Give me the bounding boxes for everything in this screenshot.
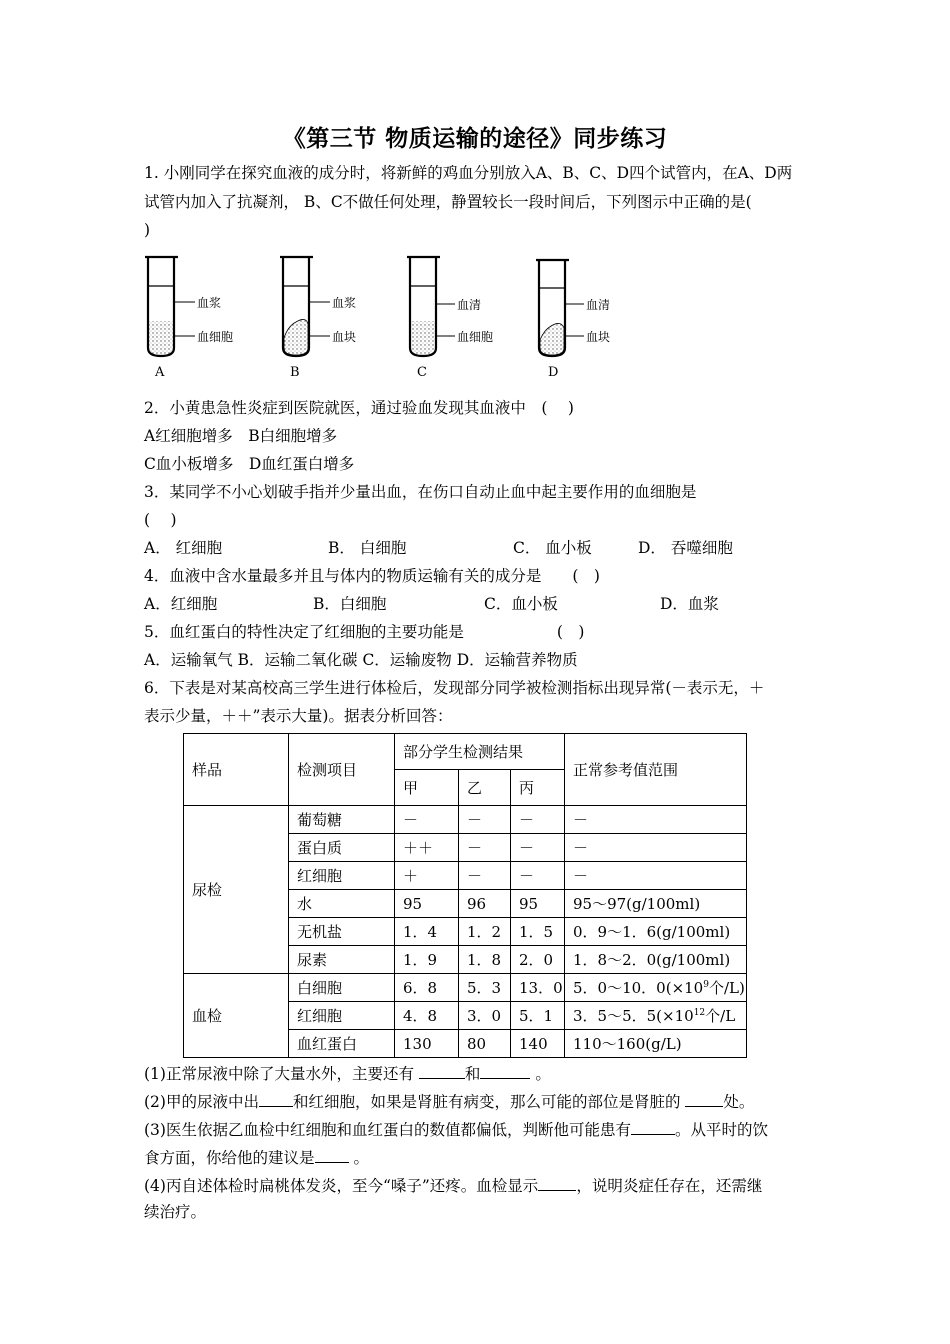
tube-b-bottom-label: 血块 bbox=[332, 330, 357, 344]
cell-value: 13．0 bbox=[511, 974, 565, 1002]
tube-a-letter: A bbox=[155, 365, 165, 380]
tube-c bbox=[407, 257, 455, 356]
cell-value: 1．2 bbox=[459, 918, 511, 946]
table-row bbox=[184, 974, 747, 1002]
q3-stem: 3．某同学不小心划破手指并少量出血，在伤口自动止血中起主要作用的血细胞是 bbox=[144, 483, 697, 501]
cell-item: 红细胞 bbox=[289, 1002, 395, 1030]
q3-paren: ( ) bbox=[144, 511, 177, 529]
q4-option-c: C．血小板 bbox=[484, 595, 558, 613]
q5-options: A．运输氧气 B．运输二氧化碳 C．运输废物 D．运输营养物质 bbox=[144, 651, 578, 669]
cell-normal: － bbox=[565, 834, 747, 862]
test-tube-figure bbox=[140, 252, 620, 387]
page-title: 《第三节 物质运输的途径》同步练习 bbox=[282, 125, 668, 152]
table-row bbox=[184, 806, 747, 834]
cell-value: － bbox=[511, 834, 565, 862]
tube-d-bottom-label: 血块 bbox=[586, 330, 611, 344]
cell-item: 无机盐 bbox=[289, 918, 395, 946]
cell-value: 1．8 bbox=[459, 946, 511, 974]
q1-line-3: ) bbox=[144, 221, 151, 239]
tube-c-bottom-label: 血细胞 bbox=[457, 330, 494, 344]
tube-d-top-label: 血清 bbox=[586, 298, 611, 312]
group-blood: 血检 bbox=[184, 974, 289, 1058]
q6-line-1: 6．下表是对某高校高三学生进行体检后，发现部分同学被检测指标出现异常(－表示无，＋ bbox=[144, 679, 765, 697]
header-student-yi: 乙 bbox=[459, 770, 511, 806]
q6-sub-3: (3)医生依据乙血检中红细胞和血红蛋白的数值都偏低，判断他可能患有 。从平时的饮 bbox=[144, 1118, 812, 1140]
cell-value: 5．3 bbox=[459, 974, 511, 1002]
cell-value: － bbox=[459, 834, 511, 862]
cell-value: 95 bbox=[395, 890, 459, 918]
cell-normal: 3．5～5．$5(\times 10^{12}$个/L bbox=[565, 1002, 747, 1030]
cell-normal: 95～97(g/100ml) bbox=[565, 890, 747, 918]
cell-value: 3．0 bbox=[459, 1002, 511, 1030]
cell-value: 6．8 bbox=[395, 974, 459, 1002]
cell-item: 血红蛋白 bbox=[289, 1030, 395, 1058]
q2-options-2: C血小板增多 D血红蛋白增多 bbox=[144, 455, 355, 473]
answer-blank-2a[interactable] bbox=[259, 1090, 293, 1107]
cell-normal: 0．9～1．6(g/100ml) bbox=[565, 918, 747, 946]
header-results: 部分学生检测结果 bbox=[395, 734, 565, 770]
q6-sub-4-line-2: 续治疗。 bbox=[144, 1203, 207, 1221]
cell-value: 1．5 bbox=[511, 918, 565, 946]
q6-line-2: 表示少量，＋＋”表示大量)。据表分析回答： bbox=[144, 707, 453, 725]
cell-item: 尿素 bbox=[289, 946, 395, 974]
q2-options-1: A红细胞增多 B白细胞增多 bbox=[144, 427, 338, 445]
q3-option-d: D． 吞噬细胞 bbox=[638, 539, 733, 557]
cell-value: ＋＋ bbox=[395, 834, 459, 862]
cell-normal: 1．8～2．0(g/100ml) bbox=[565, 946, 747, 974]
header-item: 检测项目 bbox=[289, 734, 395, 806]
cell-value: 80 bbox=[459, 1030, 511, 1058]
answer-blank-3a[interactable] bbox=[631, 1118, 675, 1135]
cell-normal: 5．0～10．$0(\times 10^9$个/L) bbox=[565, 974, 747, 1002]
q4-stem: 4．血液中含水量最多并且与体内的物质运输有关的成分是 ( ) bbox=[144, 567, 600, 585]
cell-normal: － bbox=[565, 862, 747, 890]
tube-b bbox=[280, 257, 330, 356]
answer-blank-4[interactable] bbox=[538, 1174, 576, 1191]
cell-normal: 110～160(g/L) bbox=[565, 1030, 747, 1058]
answer-blank-3b[interactable] bbox=[315, 1146, 349, 1163]
cell-value: 130 bbox=[395, 1030, 459, 1058]
cell-item: 葡萄糖 bbox=[289, 806, 395, 834]
q4-option-b: B．白细胞 bbox=[313, 595, 387, 613]
q5-stem: 5．血红蛋白的特性决定了红细胞的主要功能是 ( ) bbox=[144, 623, 585, 641]
q3-option-a: A． 红细胞 bbox=[144, 539, 223, 557]
cell-value: ＋ bbox=[395, 862, 459, 890]
tube-a-bottom-label: 血细胞 bbox=[197, 330, 234, 344]
tube-d bbox=[536, 260, 584, 356]
cell-value: 1．4 bbox=[395, 918, 459, 946]
q3-option-c: C． 血小板 bbox=[513, 539, 592, 557]
tube-c-letter: C bbox=[417, 365, 427, 380]
header-student-jia: 甲 bbox=[395, 770, 459, 806]
cell-value: 95 bbox=[511, 890, 565, 918]
header-student-bing: 丙 bbox=[511, 770, 565, 806]
cell-value: － bbox=[459, 862, 511, 890]
answer-blank-2b[interactable] bbox=[685, 1090, 723, 1107]
cell-item: 水 bbox=[289, 890, 395, 918]
cell-value: 2．0 bbox=[511, 946, 565, 974]
exam-results-table bbox=[183, 733, 747, 1058]
tube-b-top-label: 血浆 bbox=[332, 296, 357, 310]
answer-blank-1b[interactable] bbox=[480, 1062, 530, 1079]
q2-stem: 2．小黄患急性炎症到医院就医，通过验血发现其血液中 ( ) bbox=[144, 399, 574, 417]
q1-line-2: 试管内加入了抗凝剂， B、C不做任何处理，静置较长一段时间后，下列图示中正确的是( bbox=[144, 193, 752, 211]
tube-b-letter: B bbox=[290, 365, 300, 380]
cell-value: 140 bbox=[511, 1030, 565, 1058]
answer-blank-1a[interactable] bbox=[419, 1062, 465, 1079]
q6-sub-3-line-2: 食方面，你给他的建议是 。 bbox=[144, 1146, 812, 1168]
cell-value: 96 bbox=[459, 890, 511, 918]
tube-a bbox=[145, 257, 195, 356]
cell-value: 1．9 bbox=[395, 946, 459, 974]
q3-option-b: B． 白细胞 bbox=[328, 539, 407, 557]
q4-option-a: A．红细胞 bbox=[144, 595, 218, 613]
q6-sub-2: (2)甲的尿液中出 和红细胞，如果是肾脏有病变，那么可能的部位是肾脏的 处。 bbox=[144, 1090, 812, 1112]
cell-normal: － bbox=[565, 806, 747, 834]
cell-value: 5．1 bbox=[511, 1002, 565, 1030]
cell-value: － bbox=[459, 806, 511, 834]
q4-option-d: D．血浆 bbox=[660, 595, 719, 613]
cell-value: － bbox=[511, 806, 565, 834]
cell-item: 蛋白质 bbox=[289, 834, 395, 862]
tube-d-letter: D bbox=[548, 365, 559, 380]
cell-item: 红细胞 bbox=[289, 862, 395, 890]
cell-value: 4．8 bbox=[395, 1002, 459, 1030]
header-normal-range: 正常参考值范围 bbox=[565, 734, 747, 806]
group-urine: 尿检 bbox=[184, 806, 289, 974]
cell-value: － bbox=[511, 862, 565, 890]
q1-line-1: 1. 小刚同学在探究血液的成分时，将新鲜的鸡血分别放入A、B、C、D四个试管内，在A、D两 bbox=[144, 164, 793, 182]
q6-sub-1: (1)正常尿液中除了大量水外，主要还有 和 。 bbox=[144, 1062, 812, 1084]
cell-value: － bbox=[395, 806, 459, 834]
cell-item: 白细胞 bbox=[289, 974, 395, 1002]
tube-a-top-label: 血浆 bbox=[197, 296, 222, 310]
q6-sub-4: (4)丙自述体检时扁桃体发炎，至今“嗓子”还疼。血检显示 ，说明炎症任存在，还需继 bbox=[144, 1174, 812, 1196]
tube-c-top-label: 血清 bbox=[457, 298, 482, 312]
header-sample: 样品 bbox=[184, 734, 289, 806]
